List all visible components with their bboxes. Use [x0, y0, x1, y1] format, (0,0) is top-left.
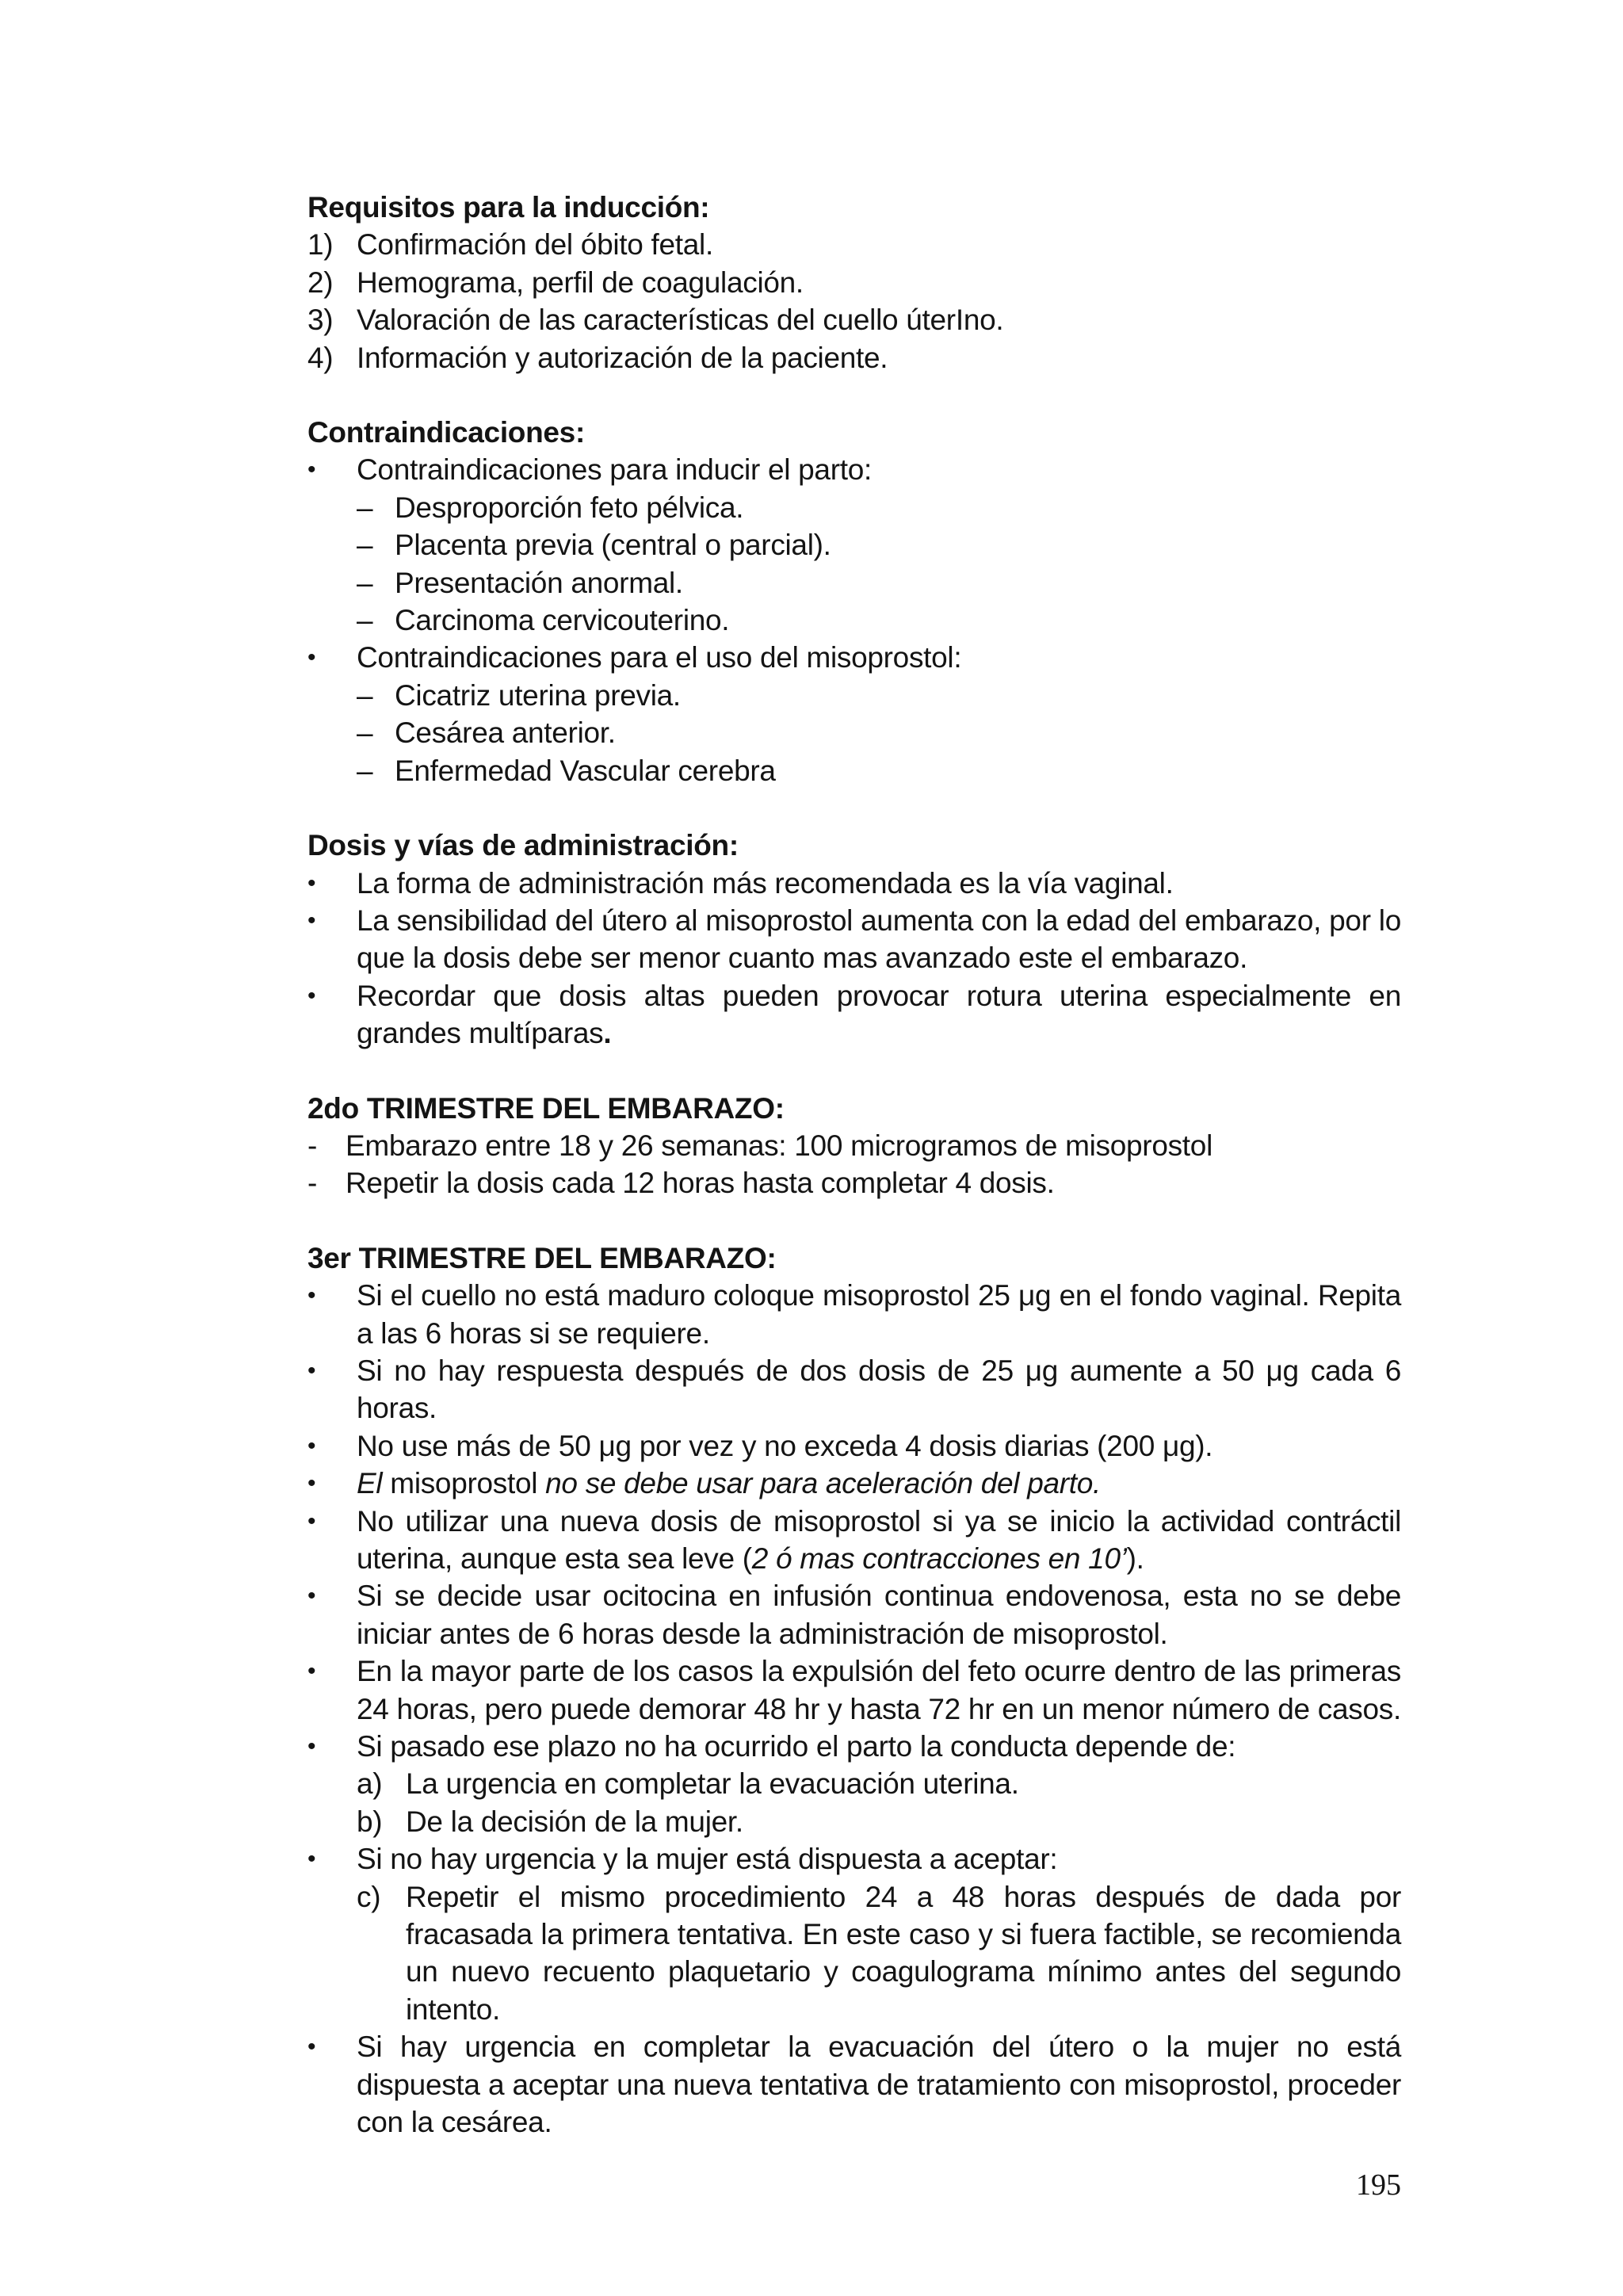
- sub-marker: c): [357, 1880, 381, 1913]
- normal-text: ).: [1126, 1542, 1144, 1575]
- list-item-text: Presentación anormal.: [395, 566, 683, 599]
- bullet-icon: •: [307, 907, 316, 934]
- sub-item: [357, 1803, 1401, 1840]
- dash-item: [357, 489, 1401, 526]
- dash-item: [357, 714, 1401, 751]
- bullet-item: [307, 1840, 1401, 1878]
- list-item-text: Información y autorización de la paciente.: [357, 341, 888, 374]
- list-item-text: [357, 1465, 1401, 1502]
- bold-period: .: [603, 1017, 612, 1050]
- list-item-text: En la mayor parte de los casos la expulsión del feto ocurre dentro de las primeras 24 horas, pero puede demorar 48 hr y hasta 72 hr en un menor número de casos.: [357, 1655, 1401, 1725]
- sub-item: [357, 1765, 1401, 1802]
- list-item-text: Si se decide usar ocitocina en infusión continua endovenosa, esta no se debe iniciar antes de 6 horas desde la administración de misoprostol.: [357, 1580, 1401, 1650]
- dash-marker: -: [307, 1167, 318, 1200]
- bullet-item: [307, 1465, 1401, 1502]
- bullet-icon: •: [307, 1846, 316, 1873]
- list-marker: 1): [307, 228, 334, 262]
- segundo-trimestre-heading: 2do TRIMESTRE DEL EMBARAZO:: [307, 1091, 785, 1125]
- bullet-icon: •: [307, 1733, 316, 1760]
- dash-marker: -: [307, 1129, 318, 1162]
- list-item-text: La urgencia en completar la evacuación uterina.: [406, 1767, 1019, 1801]
- list-item-text: Si hay urgencia en completar la evacuación del útero o la mujer no está dispuesta a aceptar una nueva tentativa de tratamiento con misoprostol, proceder con la cesárea.: [357, 2030, 1401, 2139]
- bullet-item: [307, 902, 1401, 977]
- requisito-item: [307, 264, 1401, 301]
- list-item-text: Confirmación del óbito fetal.: [357, 228, 713, 262]
- list-item-text: Si no hay urgencia y la mujer está dispuesta a aceptar:: [357, 1843, 1058, 1876]
- requisito-item: [307, 339, 1401, 376]
- bullet-icon: •: [307, 1282, 316, 1309]
- bullet-item: [307, 977, 1401, 1052]
- bullet-icon: •: [307, 644, 316, 671]
- dash-item: [307, 1164, 1401, 1201]
- section-gap: [307, 789, 1401, 827]
- dash-item: [357, 526, 1401, 563]
- bullet-icon: •: [307, 1432, 316, 1459]
- list-item-text-part: Recordar que dosis altas pueden provocar rotura uterina especialmente en grandes multíparas: [357, 979, 1401, 1050]
- list-item-text: [357, 977, 1401, 1052]
- dash-item: [357, 602, 1401, 639]
- bullet-item: [307, 1427, 1401, 1465]
- list-item-text: La forma de administración más recomendada es la vía vaginal.: [357, 866, 1174, 900]
- list-item-text: Enfermedad Vascular cerebra: [395, 754, 776, 787]
- list-item-text: De la decisión de la mujer.: [406, 1805, 743, 1838]
- normal-text: No utilizar una nueva dosis de misoprostol si ya se inicio la actividad contráctil uterina, aunque esta sea leve (: [357, 1504, 1401, 1575]
- sub-marker: a): [357, 1767, 383, 1801]
- dash-marker: –: [357, 566, 373, 599]
- list-item-text: Repetir el mismo procedimiento 24 a 48 horas después de dada por fracasada la primera tentativa. En este caso y si fuera factible, se recomienda un nuevo recuento plaquetario y coagulograma mínimo antes del segundo intento.: [406, 1880, 1401, 2026]
- bullet-item: [307, 639, 1401, 676]
- list-item-text: Placenta previa (central o parcial).: [395, 529, 831, 562]
- requisito-item: [307, 301, 1401, 338]
- bullet-item: [307, 865, 1401, 902]
- bullet-item: [307, 2028, 1401, 2141]
- page-number: 195: [1356, 2168, 1401, 2202]
- dash-marker: –: [357, 491, 373, 524]
- dash-item: [357, 677, 1401, 714]
- italic-text: no se debe usar para aceleración del parto.: [545, 1467, 1102, 1500]
- contraindicaciones-heading: Contraindicaciones:: [307, 416, 585, 449]
- list-item-text: Repetir la dosis cada 12 horas hasta completar 4 dosis.: [346, 1167, 1055, 1200]
- bullet-icon: •: [307, 457, 316, 483]
- list-item-text: Cesárea anterior.: [395, 716, 616, 750]
- bullet-item: [307, 1503, 1401, 1578]
- bullet-icon: •: [307, 1357, 316, 1384]
- dash-item: [357, 752, 1401, 789]
- dash-marker: –: [357, 716, 373, 750]
- italic-text: El: [357, 1467, 383, 1500]
- list-item-text: Carcinoma cervicouterino.: [395, 604, 730, 637]
- sub-item: [357, 1878, 1401, 2029]
- dash-marker: –: [357, 529, 373, 562]
- bullet-icon: •: [307, 1507, 316, 1534]
- list-marker: 4): [307, 341, 334, 374]
- bullet-icon: •: [307, 2034, 316, 2061]
- list-item-text: Si pasado ese plazo no ha ocurrido el parto la conducta depende de:: [357, 1730, 1236, 1763]
- bullet-icon: •: [307, 1583, 316, 1610]
- list-item-text: Valoración de las características del cuello úterIno.: [357, 304, 1004, 337]
- tercer-trimestre-heading: 3er TRIMESTRE DEL EMBARAZO:: [307, 1241, 777, 1274]
- list-marker: 3): [307, 304, 334, 337]
- list-item-text: Desproporción feto pélvica.: [395, 491, 744, 524]
- bullet-icon: •: [307, 982, 316, 1009]
- bullet-item: [307, 451, 1401, 488]
- page-content: [307, 189, 1401, 2141]
- sub-marker: b): [357, 1805, 383, 1838]
- section-gap: [307, 1202, 1401, 1240]
- requisitos-heading: Requisitos para la inducción:: [307, 191, 710, 223]
- bullet-item: [307, 1652, 1401, 1728]
- list-item-text: Cicatriz uterina previa.: [395, 678, 681, 712]
- list-item-text: Contraindicaciones para inducir el parto:: [357, 453, 872, 487]
- dosis-heading: Dosis y vías de administración:: [307, 829, 739, 862]
- bullet-icon: •: [307, 1658, 316, 1685]
- dash-item: [357, 564, 1401, 602]
- list-item-text: Embarazo entre 18 y 26 semanas: 100 microgramos de misoprostol: [346, 1129, 1212, 1162]
- section-gap: [307, 376, 1401, 414]
- dash-marker: –: [357, 754, 373, 787]
- bullet-item: [307, 1352, 1401, 1427]
- list-item-text: Hemograma, perfil de coagulación.: [357, 266, 804, 299]
- normal-text: misoprostol: [382, 1467, 546, 1500]
- bullet-icon: •: [307, 869, 316, 896]
- bullet-item: [307, 1728, 1401, 1765]
- list-item-text: Si el cuello no está maduro coloque misoprostol 25 μg en el fondo vaginal. Repita a las 6 horas si se requiere.: [357, 1279, 1401, 1350]
- list-marker: 2): [307, 266, 334, 299]
- bullet-icon: •: [307, 1470, 316, 1497]
- bullet-item: [307, 1277, 1401, 1352]
- dash-marker: –: [357, 604, 373, 637]
- requisito-item: [307, 226, 1401, 263]
- list-item-text: No use más de 50 μg por vez y no exceda 4 dosis diarias (200 μg).: [357, 1429, 1213, 1462]
- list-item-text: Si no hay respuesta después de dos dosis de 25 μg aumente a 50 μg cada 6 horas.: [357, 1354, 1401, 1425]
- list-item-text: [357, 1503, 1401, 1578]
- dash-item: [307, 1127, 1401, 1164]
- italic-text: 2 ó mas contracciones en 10’: [751, 1542, 1127, 1575]
- section-gap: [307, 1052, 1401, 1090]
- bullet-item: [307, 1577, 1401, 1652]
- list-item-text: Contraindicaciones para el uso del misoprostol:: [357, 641, 962, 674]
- dash-marker: –: [357, 678, 373, 712]
- list-item-text: La sensibilidad del útero al misoprostol aumenta con la edad del embarazo, por lo que la dosis debe ser menor cuanto mas avanzado este el embarazo.: [357, 904, 1401, 975]
